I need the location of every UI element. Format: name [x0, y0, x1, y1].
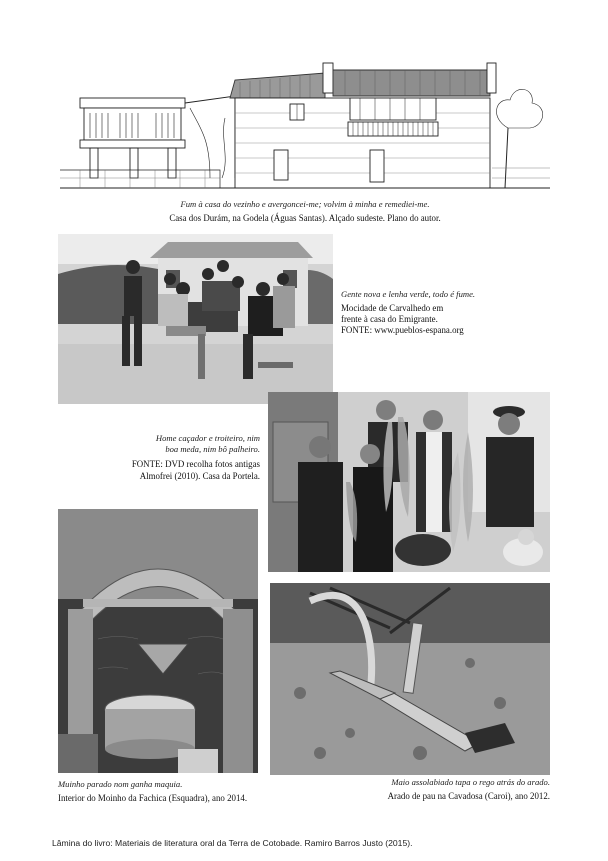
house-caption: Casa dos Durám, na Godela (Águas Santas). Alçado sudeste. Plano do autor. — [169, 213, 441, 223]
youth-caption-line-2: frente à casa do Emigrante. — [341, 314, 438, 324]
house-quote: Fum à casa do vezinho e avergoncei-me; volvim à minha e remediei-me. — [180, 199, 430, 209]
house-elevation-drawing — [60, 58, 550, 198]
youth-caption-line-1: Mocidade de Carvalhedo em — [341, 303, 444, 313]
youth-quote: Gente nova e lenha verde, todo é fume. — [341, 289, 476, 299]
hunters-photo — [268, 392, 550, 572]
mill-quote: Muinho parado nom ganha maquia. — [58, 779, 183, 789]
plough-quote: Maio assolabiado tapa o rego atrás do arado. — [391, 777, 550, 787]
plough-caption: Arado de pau na Cavadosa (Caroi), ano 2012. — [387, 791, 550, 801]
hunters-quote-line-1: Home caçador e troiteiro, nim — [155, 433, 260, 443]
hunters-caption-line-1: FONTE: DVD recolha fotos antigas — [131, 459, 260, 469]
wooden-plough-photo — [270, 583, 550, 775]
mill-interior-photo — [58, 509, 258, 773]
youth-group-photo — [58, 234, 333, 404]
page-footer: Lâmina do livro: Materiais de literatura oral da Terra de Cotobade. Ramiro Barros Justo (2015). — [52, 838, 413, 848]
mill-caption: Interior do Moinho da Fachica (Esquadra), ano 2014. — [58, 793, 248, 803]
hunters-caption-line-2: Almofrei (2010). Casa da Portela. — [139, 471, 260, 481]
hunters-quote-line-2: boa meda, nim bô palheiro. — [165, 444, 260, 454]
youth-caption-line-3: FONTE: www.pueblos-espana.org — [341, 325, 464, 335]
